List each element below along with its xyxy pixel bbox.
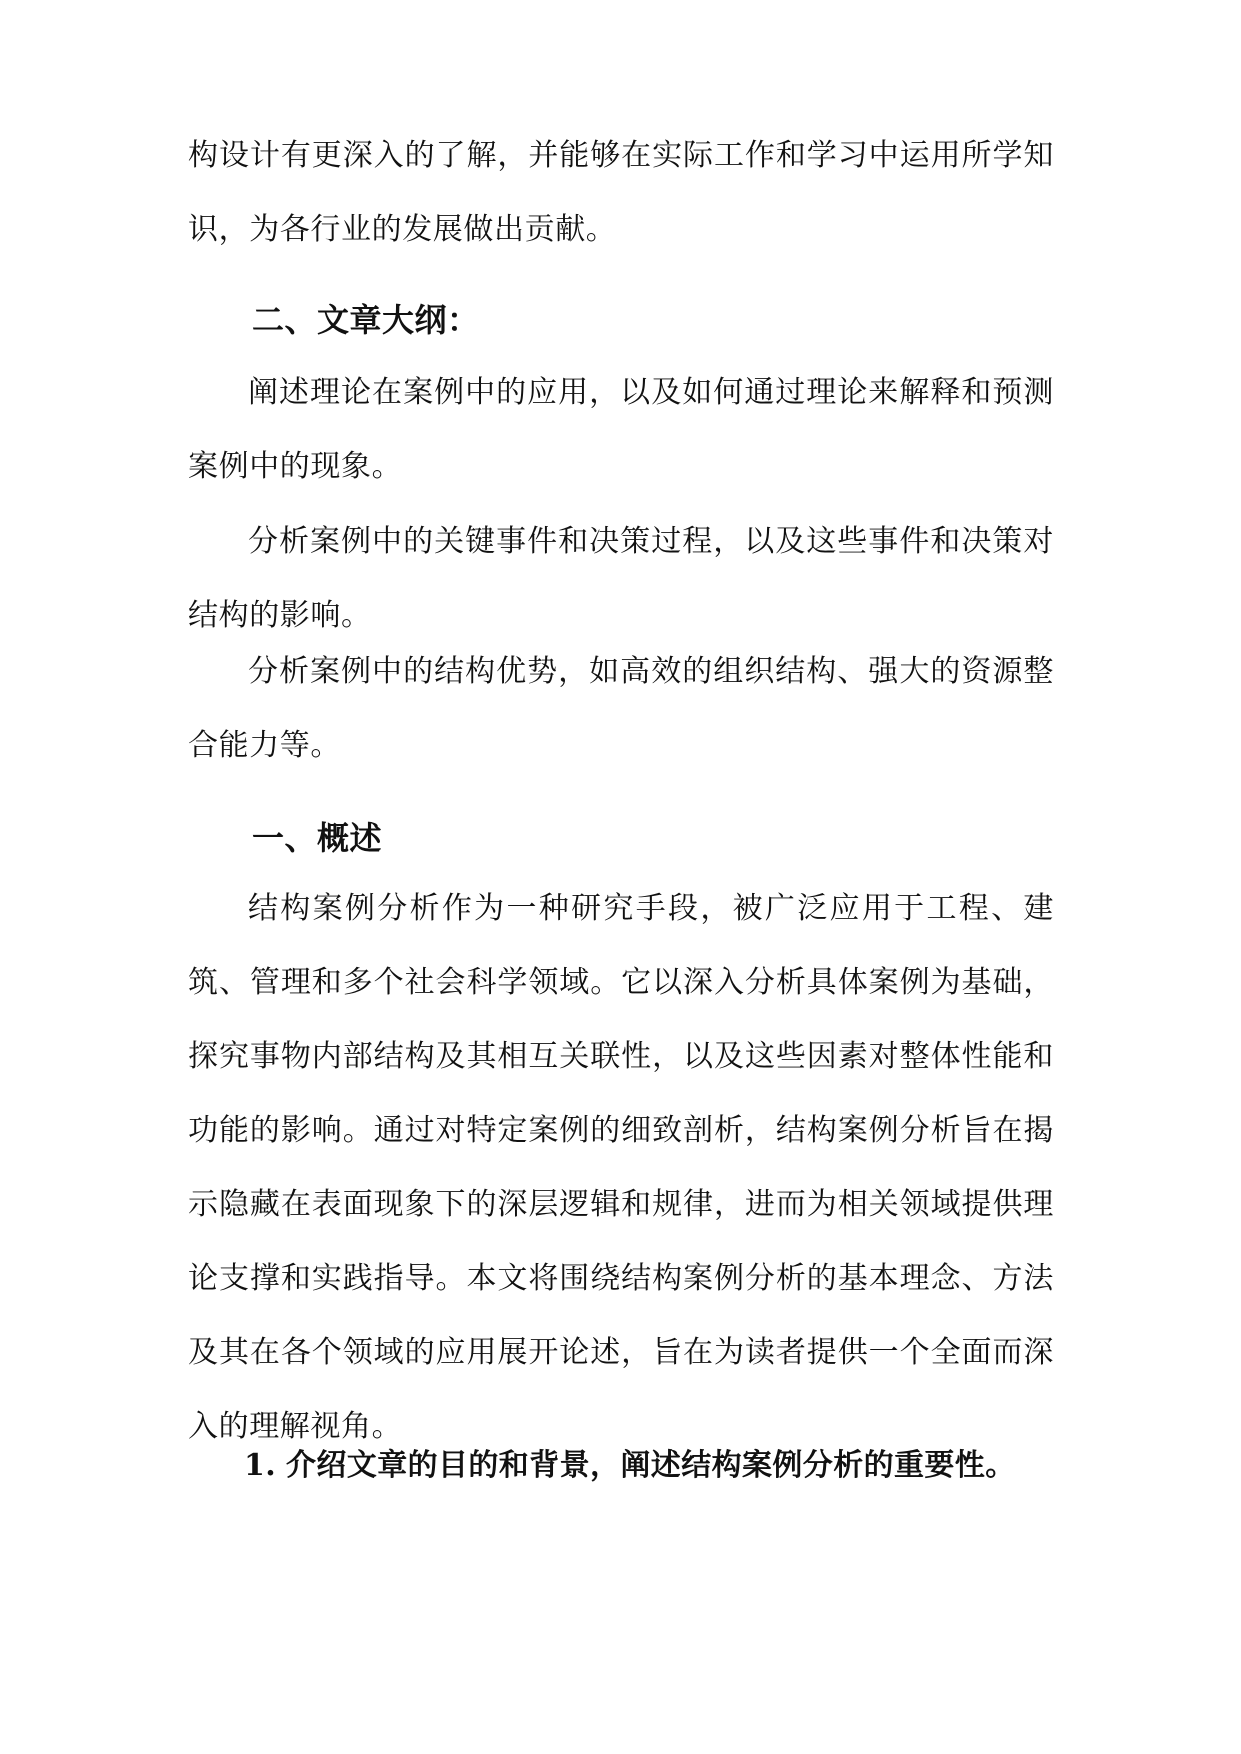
- list-item-number: 1.: [244, 1448, 277, 1483]
- overview-paragraph: 结构案例分析作为一种研究手段，被广泛应用于工程、建筑、管理和多个社会科学领域。它以深入分析具体案例为基础，探究事物内部结构及其相互关联性，以及这些因素对整体性能和功能的影响。通过对特定案例的细致剖析，结构案例分析旨在揭示隐藏在表面现象下的深层逻辑和规律，进而为相关领域提供理论支撑和实践指导。本文将围绕结构案例分析的基本理念、方法及其在各个领域的应用展开论述，旨在为读者提供一个全面而深入的理解视角。: [188, 891, 1054, 1444]
- outline-paragraph-2: 分析案例中的关键事件和决策过程，以及这些事件和决策对结构的影响。: [188, 524, 1054, 633]
- section-heading-overview: 一、概述: [252, 819, 383, 857]
- list-item: [244, 1446, 1016, 1486]
- list-item-text: 介绍文章的目的和背景，阐述结构案例分析的重要性。: [286, 1448, 1016, 1483]
- outline-paragraph-1: 阐述理论在案例中的应用，以及如何通过理论来解释和预测案例中的现象。: [188, 375, 1054, 484]
- outline-paragraph-3: 分析案例中的结构优势，如高效的组织结构、强大的资源整合能力等。: [188, 654, 1054, 763]
- continuation-paragraph: 构设计有更深入的了解，并能够在实际工作和学习中运用所学知识，为各行业的发展做出贡献。: [188, 138, 1054, 247]
- section-heading-outline: 二、文章大纲：: [252, 301, 480, 339]
